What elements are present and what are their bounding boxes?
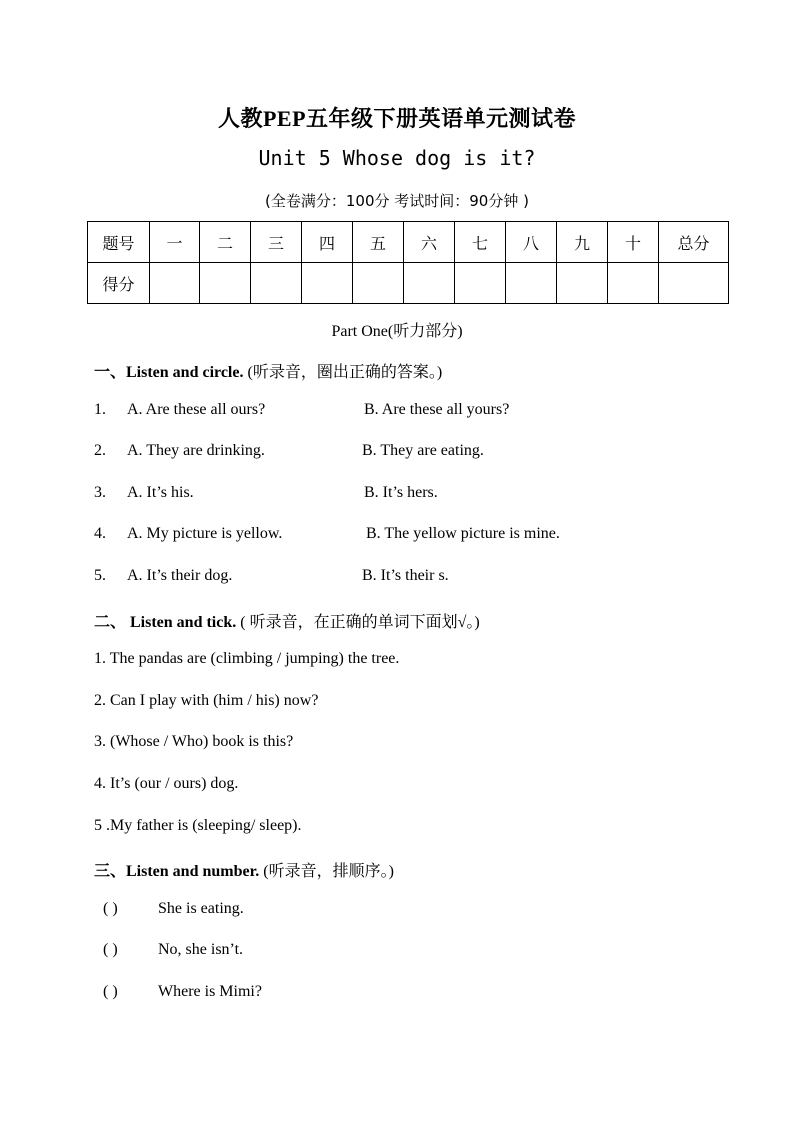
score-table-header-row [88,222,729,263]
list-item [103,900,244,918]
question-number: 1. [94,401,106,418]
answer-blank: ( ) [103,983,118,1000]
table-cell: 五 [353,222,404,263]
list-item: 5 .My father is (sleeping/ sleep). [94,817,302,834]
part-title: Part One(听力部分) [331,323,463,340]
option-b: B. They are eating. [362,442,484,459]
section-note: (听录音，圈出正确的答案。) [247,364,443,381]
score-table [87,221,729,304]
exam-meta: (全卷满分：100分 考试时间：90分钟 ) [265,192,529,210]
section-heading-text: 一、Listen and circle. [94,364,244,381]
section2-heading [94,609,480,632]
table-cell: 得分 [88,263,150,304]
table-cell: 六 [404,222,455,263]
option-a: A. It’s his. [127,484,194,501]
list-item: 3. (Whose / Who) book is this? [94,733,294,750]
table-cell: 一 [150,222,200,263]
score-entry-cell [251,263,302,304]
score-entry-cell [659,263,729,304]
section-note: ( 听录音，在正确的单词下面划√。) [240,614,480,631]
section-heading-text: 三、Listen and number. [94,863,260,880]
score-entry-cell [608,263,659,304]
list-item: 4. It’s (our / ours) dog. [94,775,239,792]
answer-blank: ( ) [103,900,118,917]
score-entry-cell [302,263,353,304]
table-cell: 总分 [659,222,729,263]
score-entry-cell [404,263,455,304]
table-cell: 八 [506,222,557,263]
question-number: 2. [94,442,106,459]
unit-subtitle: Unit 5 Whose dog is it? [258,146,536,170]
option-b: B. It’s their s. [362,567,449,584]
table-cell: 十 [608,222,659,263]
question-number: 3. [94,484,106,501]
item-text: She is eating. [158,900,244,917]
answer-blank: ( ) [103,941,118,958]
option-a: A. Are these all ours? [127,401,266,418]
option-a: A. They are drinking. [127,442,265,459]
table-cell: 四 [302,222,353,263]
item-text: No, she isn’t. [158,941,244,958]
option-b: B. It’s hers. [364,484,438,501]
score-entry-cell [557,263,608,304]
table-cell: 三 [251,222,302,263]
score-entry-cell [200,263,251,304]
list-item: 1. The pandas are (climbing / jumping) the tree. [94,650,400,667]
option-a: A. It’s their dog. [127,567,233,584]
score-entry-cell [506,263,557,304]
score-entry-cell [150,263,200,304]
section3-heading [94,858,394,881]
option-a: A. My picture is yellow. [127,525,283,542]
table-cell: 九 [557,222,608,263]
table-cell: 七 [455,222,506,263]
table-cell: 二 [200,222,251,263]
table-cell: 题号 [88,222,150,263]
item-text: Where is Mimi? [158,983,262,1000]
list-item [103,983,262,1001]
list-item [103,941,243,959]
list-item: 2. Can I play with (him / his) now? [94,692,319,709]
section-note: (听录音，排顺序。) [263,863,394,880]
section1-heading [94,359,442,382]
exam-title: 人教PEP五年级下册英语单元测试卷 [217,106,577,131]
score-entry-cell [353,263,404,304]
option-b: B. Are these all yours? [364,401,510,418]
score-table-score-row [88,263,729,304]
section-heading-text: 二、 Listen and tick. [94,614,237,631]
question-number: 4. [94,525,106,542]
option-b: B. The yellow picture is mine. [366,525,560,542]
question-number: 5. [94,567,106,584]
score-entry-cell [455,263,506,304]
